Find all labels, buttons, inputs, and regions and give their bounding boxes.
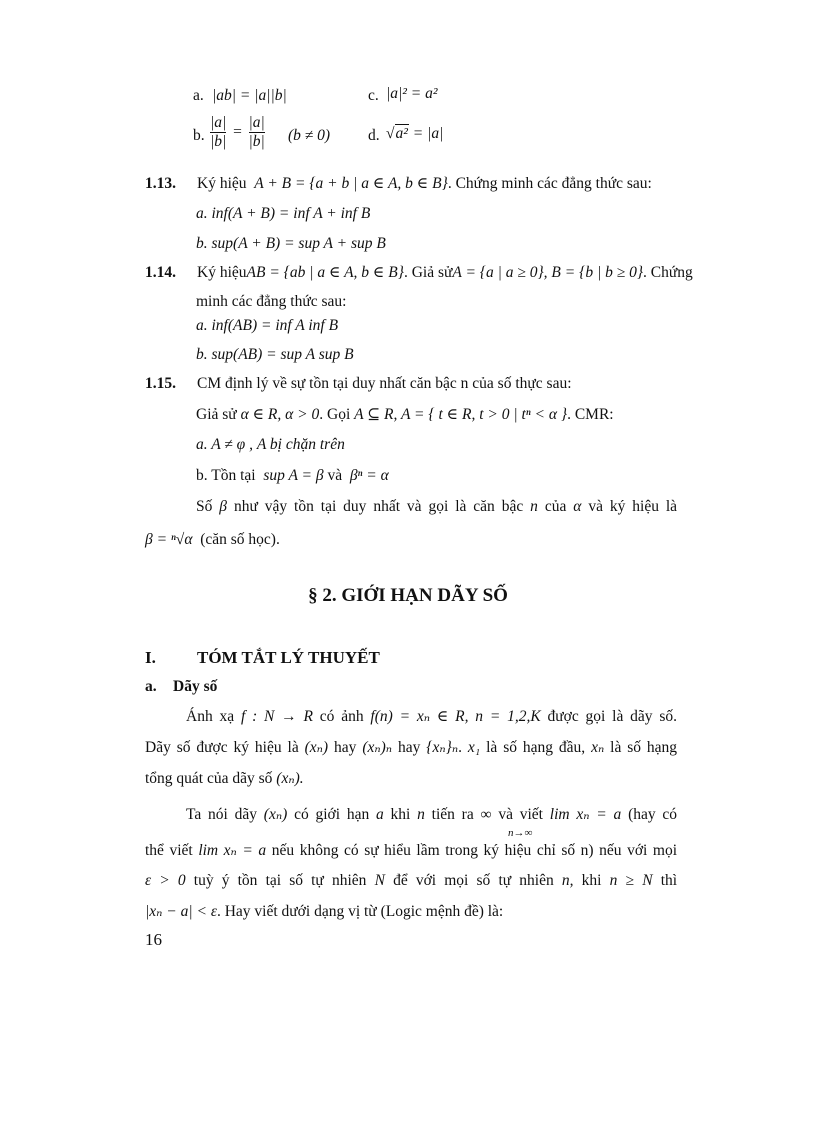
page-number: 16 xyxy=(145,930,162,949)
subsection-title: Dãy số xyxy=(173,678,218,695)
exercise-1-14-line1: Ký hiệu AB = {ab | a ∈ A, b ∈ B} . Giả sử A = {a | a ≥ 0}, B = {b | b ≥ 0} . Chứng xyxy=(197,264,693,281)
exercise-1-15-line6: β = ⁿ√α (căn số học). xyxy=(145,531,280,548)
subsection-number: a. xyxy=(145,678,157,695)
item-a-label: a. xyxy=(193,87,204,104)
body-line-6: ε > 0 tuỳ ý tồn tại số tự nhiên N để với mọi số tự nhiên n, khi n ≥ N thì xyxy=(145,872,678,889)
limit-subscript: n→∞ xyxy=(508,827,533,839)
part-title: TÓM TẮT LÝ THUYẾT xyxy=(197,648,380,667)
formula-sqrt-square: √a² = |a| xyxy=(386,125,444,142)
body-line-1: Ánh xạ f : N → R có ảnh f(n) = xₙ ∈ R, n = 1,2,K được gọi là dãy số. xyxy=(186,708,678,725)
exercise-1-14-part-a: a. inf(AB) = inf A inf B xyxy=(196,317,339,334)
exercise-number-1-13: 1.13. xyxy=(145,175,176,192)
exercise-number-1-15: 1.15. xyxy=(145,375,176,392)
exercise-1-14-part-b: b. sup(AB) = sup A sup B xyxy=(196,346,354,363)
part-number: I. xyxy=(145,648,156,667)
exercise-1-15-part-b: b. Tồn tại sup A = β và βⁿ = α xyxy=(196,467,389,484)
item-b-label: b. xyxy=(193,127,205,144)
exercise-number-1-14: 1.14. xyxy=(145,264,176,281)
exercise-1-13-text: Ký hiệu A + B = {a + b | a ∈ A, b ∈ B}. Chứng minh các đẳng thức sau: xyxy=(197,175,652,192)
exercise-1-15-line5: Số β như vậy tồn tại duy nhất và gọi là căn bậc n của α và ký hiệu là xyxy=(196,498,678,515)
item-c-label: c. xyxy=(368,87,379,104)
body-line-4: Ta nói dãy (xₙ) có giới hạn a khi n tiến ra ∞ và viết lim xₙ = a (hay có xyxy=(186,806,678,823)
exercise-1-15-part-a: a. A ≠ φ , A bị chặn trên xyxy=(196,436,345,453)
item-d-label: d. xyxy=(368,127,380,144)
exercise-1-13-part-b: b. sup(A + B) = sup A + sup B xyxy=(196,235,386,252)
body-line-5: thể viết lim xₙ = a nếu không có sự hiểu lầm trong ký hiệu chỉ số n) nếu với mọi xyxy=(145,842,678,859)
formula-abs-quotient: $\frac{|a|}{|b|}$ = $\frac{|a|}{|b|}$ xyxy=(210,114,265,150)
exercise-1-15-line2: Giả sử α ∈ R, α > 0. Gọi A ⊆ R, A = { t ∈ R, t > 0 | tⁿ < α }. CMR: xyxy=(196,406,614,423)
body-line-2: Dãy số được ký hiệu là (xₙ) hay (xₙ)ₙ hay {xₙ}ₙ. x₁ là số hạng đầu, xₙ là số hạng xyxy=(145,739,678,756)
body-line-7: |xₙ − a| < ε. Hay viết dưới dạng vị từ (Logic mệnh đề) là: xyxy=(145,903,504,920)
condition-b-nonzero: (b ≠ 0) xyxy=(288,127,331,144)
formula-abs-square: |a|² = a² xyxy=(386,85,438,102)
section-title: § 2. GIỚI HẠN DÃY SỐ xyxy=(308,585,508,606)
body-line-3: tổng quát của dãy số (xₙ). xyxy=(145,770,304,787)
exercise-1-15-line1: CM định lý về sự tồn tại duy nhất căn bậc n của số thực sau: xyxy=(197,375,572,392)
exercise-1-13-part-a: a. inf(A + B) = inf A + inf B xyxy=(196,205,371,222)
formula-abs-product: |ab| = |a||b| xyxy=(212,87,287,104)
formula-sqrt-rhs: = |a| xyxy=(412,125,444,142)
exercise-1-14-line2: minh các đẳng thức sau: xyxy=(196,293,347,310)
